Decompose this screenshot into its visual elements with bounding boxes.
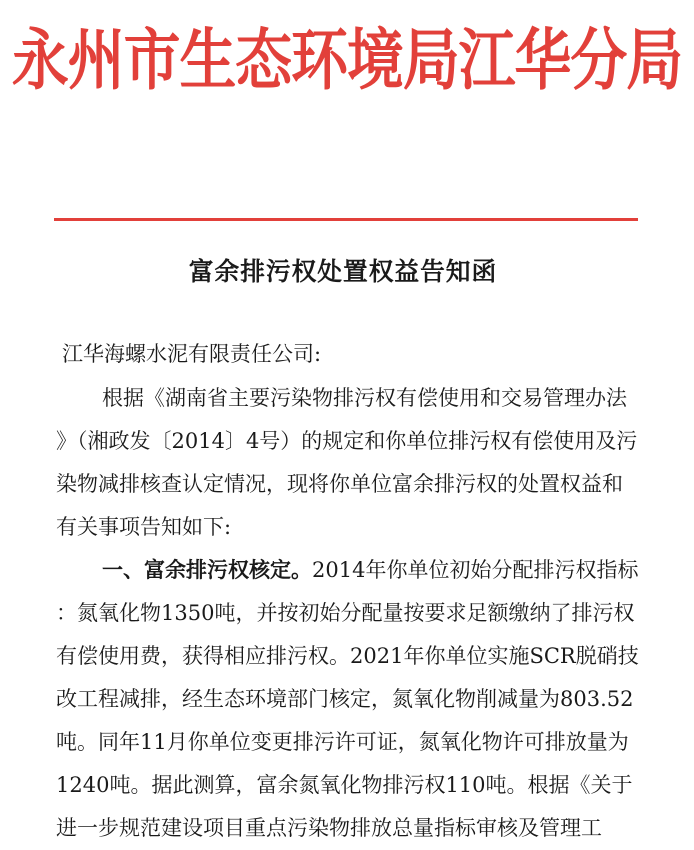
- body-line-2: 》（湘政发〔2014〕4号）的规定和你单位排污权有偿使用及污: [56, 429, 638, 453]
- letterhead-red-rule: [54, 218, 638, 221]
- body-line-4: 有关事项告知如下:: [56, 515, 232, 539]
- body-line-9: 吨。同年11月你单位变更排污许可证，氮氧化物许可排放量为: [56, 730, 629, 754]
- body-line-7: 有偿使用费，获得相应排污权。2021年你单位实施SCR脱硝技: [56, 644, 639, 668]
- document-title: 富余排污权处置权益告知函: [188, 257, 498, 286]
- body-line-3: 染物减排核查认定情况，现将你单位富余排污权的处置权益和: [56, 472, 623, 496]
- body-line-6: ：氮氧化物1350吨，并按初始分配量按要求足额缴纳了排污权: [56, 601, 635, 625]
- body-line-10: 1240吨。据此测算，富余氮氧化物排污权110吨。根据《关于: [56, 773, 633, 797]
- body-line-1: 根据《湖南省主要污染物排污权有偿使用和交易管理办法: [102, 386, 627, 410]
- letterhead-org-name: 永州市生态环境局江华分局: [11, 20, 683, 99]
- section-1-heading: 一、富余排污权核定。: [102, 558, 312, 582]
- section-1-text: 2014年你单位初始分配排污权指标: [312, 558, 639, 582]
- body-line-8: 改工程减排，经生态环境部门核定，氮氧化物削减量为803.52: [56, 687, 634, 711]
- section-1-first-line: [102, 548, 638, 592]
- body-line-11: 进一步规范建设项目重点污染物排放总量指标审核及管理工: [56, 816, 602, 840]
- recipient-line: 江华海螺水泥有限责任公司:: [62, 342, 322, 366]
